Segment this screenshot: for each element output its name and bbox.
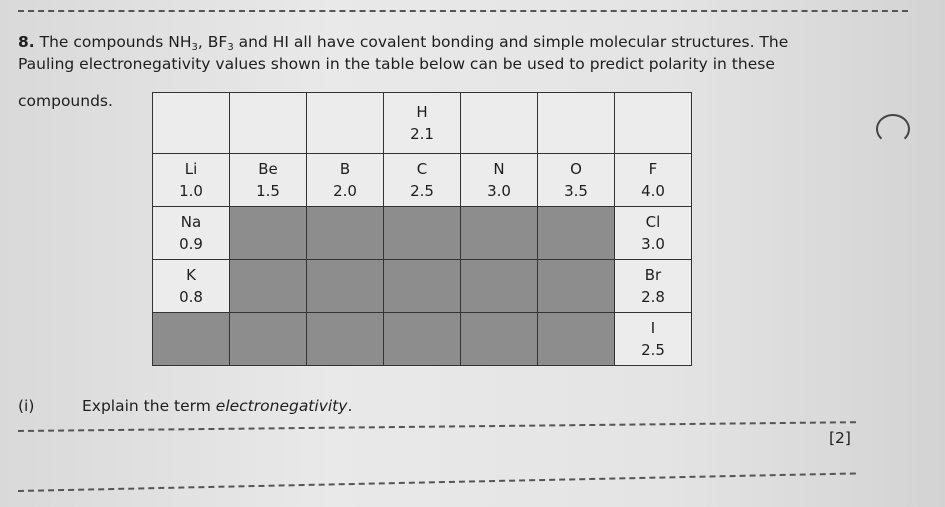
element-cell-o — [538, 154, 615, 207]
empty-cell — [307, 260, 384, 313]
element-cell-b — [307, 154, 384, 207]
table-row — [153, 260, 692, 313]
electronegativity-value: 3.5 — [564, 182, 588, 200]
answer-line — [18, 472, 856, 492]
empty-cell — [230, 260, 307, 313]
electronegativity-value: 4.0 — [641, 182, 665, 200]
empty-cell — [538, 313, 615, 366]
element-cell-n — [461, 154, 538, 207]
electronegativity-value: 3.0 — [641, 235, 665, 253]
element-cell-i — [615, 313, 692, 366]
element-symbol: O — [570, 160, 582, 178]
element-symbol: Br — [644, 266, 662, 284]
term-electronegativity: electronegativity — [215, 397, 348, 415]
part-i-label: (i) — [18, 397, 35, 415]
empty-cell — [461, 313, 538, 366]
empty-cell — [461, 260, 538, 313]
element-symbol: B — [339, 160, 351, 178]
electronegativity-value: 0.9 — [179, 235, 203, 253]
electronegativity-value: 2.0 — [333, 182, 357, 200]
empty-cell — [307, 313, 384, 366]
element-symbol: Cl — [645, 213, 661, 231]
table-row — [153, 154, 692, 207]
element-symbol: Na — [180, 213, 202, 231]
marks-label: [2] — [829, 429, 851, 447]
electronegativity-table — [152, 92, 692, 366]
element-cell-k — [153, 260, 230, 313]
electronegativity-value: 2.8 — [641, 288, 665, 306]
electronegativity-value: 1.5 — [256, 182, 280, 200]
empty-cell — [538, 93, 615, 154]
top-dashed-line — [18, 10, 908, 12]
table-row — [153, 313, 692, 366]
empty-cell — [461, 207, 538, 260]
question-line-1: 8. The compounds $NH_3$, $BF_3$ and HI all have covalent bonding and simple molecular structures. The — [18, 33, 789, 53]
table-row — [153, 93, 692, 154]
element-symbol: Li — [184, 160, 198, 178]
empty-cell — [384, 260, 461, 313]
empty-cell — [461, 93, 538, 154]
question-number: 8. — [18, 33, 35, 51]
element-symbol: F — [648, 160, 658, 178]
electronegativity-value: 3.0 — [487, 182, 511, 200]
element-cell-f — [615, 154, 692, 207]
element-symbol: Be — [258, 160, 278, 178]
element-cell-li — [153, 154, 230, 207]
element-symbol: I — [650, 319, 656, 337]
question-line-2: Pauling electronegativity values shown in the table below can be used to predict polarity in these — [18, 55, 775, 73]
element-symbol: N — [493, 160, 505, 178]
element-cell-be — [230, 154, 307, 207]
element-symbol: H — [416, 103, 428, 121]
empty-cell — [230, 93, 307, 154]
empty-cell — [153, 93, 230, 154]
empty-cell — [384, 207, 461, 260]
empty-cell — [307, 207, 384, 260]
electronegativity-value: 0.8 — [179, 288, 203, 306]
electronegativity-value: 1.0 — [179, 182, 203, 200]
ring-mark — [876, 114, 910, 144]
element-cell-c — [384, 154, 461, 207]
electronegativity-value: 2.1 — [410, 125, 434, 143]
empty-cell — [153, 313, 230, 366]
part-i-prompt: Explain the term electronegativity. — [82, 397, 353, 415]
empty-cell — [615, 93, 692, 154]
element-cell-cl — [615, 207, 692, 260]
electronegativity-value: 2.5 — [641, 341, 665, 359]
empty-cell — [384, 313, 461, 366]
element-symbol: K — [186, 266, 196, 284]
empty-cell — [538, 260, 615, 313]
element-symbol: C — [416, 160, 428, 178]
question-line-3: compounds. — [18, 92, 113, 110]
element-cell-na — [153, 207, 230, 260]
element-cell-br — [615, 260, 692, 313]
empty-cell — [230, 207, 307, 260]
empty-cell — [230, 313, 307, 366]
table-row — [153, 207, 692, 260]
electronegativity-value: 2.5 — [410, 182, 434, 200]
empty-cell — [307, 93, 384, 154]
element-cell-h — [384, 93, 461, 154]
answer-line — [18, 421, 856, 432]
empty-cell — [538, 207, 615, 260]
